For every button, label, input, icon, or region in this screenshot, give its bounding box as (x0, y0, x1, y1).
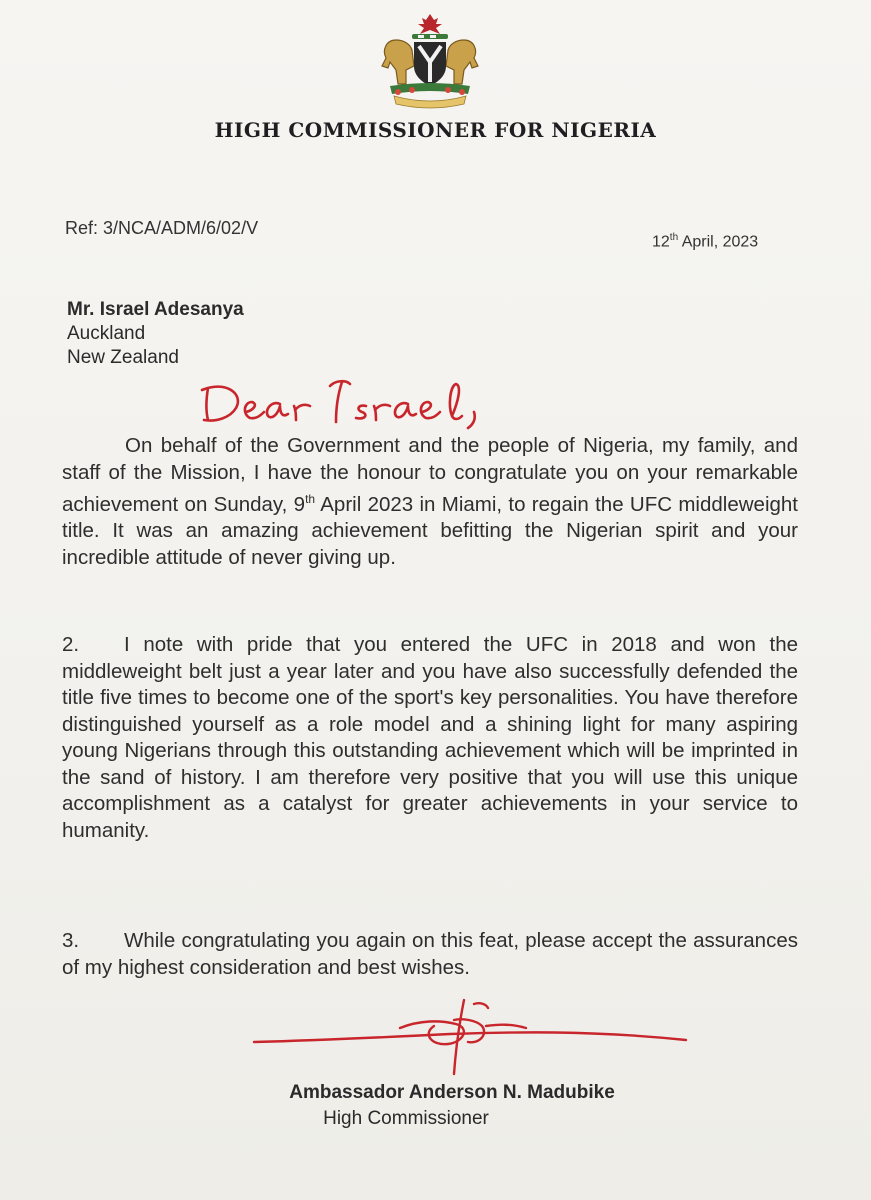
reference-number: Ref: 3/NCA/ADM/6/02/V (65, 218, 259, 238)
date-day: 12 (652, 233, 670, 251)
letterhead-title: HIGH COMMISSIONER FOR NIGERIA (214, 118, 657, 142)
recipient-city: Auckland (67, 323, 146, 344)
paragraph-3-number: 3. (62, 929, 80, 952)
nigeria-coat-of-arms-icon (372, 10, 488, 110)
date-suffix: th (669, 232, 679, 243)
signature-mark (250, 990, 690, 1080)
paragraph-3-text: While congratulating you again on this feat, please accept the assurances of my highest consideration and best wishes. (62, 929, 798, 979)
date-rest: April, 2023 (678, 233, 759, 251)
recipient-name: Mr. Israel Adesanya (67, 299, 244, 320)
signatory-title: High Commissioner (323, 1108, 489, 1129)
paragraph-1-sup: th (305, 492, 316, 506)
handwritten-salutation (196, 372, 486, 432)
paragraph-2-text: I note with pride that you entered the UFC in 2018 and won the middleweight belt just a year later and you have also successfully defended the title five times to become one of the sport's key personalities. You have therefore distinguished yourself as a role model and a shining light for many aspiring young Nigerians through this outstanding achievement which will be imprinted in the sand of history. I am therefore very positive that you will use this unique accomplishment as a catalyst for greater achievements in your service to humanity. (62, 633, 798, 842)
paragraph-3 (62, 928, 798, 981)
recipient-block (67, 298, 244, 370)
letter-date (652, 232, 758, 251)
signatory-name: Ambassador Anderson N. Madubike (289, 1082, 615, 1103)
paragraph-2-number: 2. (62, 633, 80, 656)
recipient-country: New Zealand (67, 347, 179, 368)
paragraph-1 (62, 433, 798, 571)
paragraph-2 (62, 632, 798, 844)
paragraph-1-part-a: On behalf of the Government and the people of Nigeria, my family, and staff of the Mission, I have the honour to congratulate you on your remarkable achievement on Sunday, 9 (62, 434, 798, 516)
paragraph-1-part-b: April 2023 in Miami, to regain the UFC middleweight title. It was an amazing achievement befitting the Nigerian spirit and your incredible attitude of never giving up. (62, 492, 798, 569)
